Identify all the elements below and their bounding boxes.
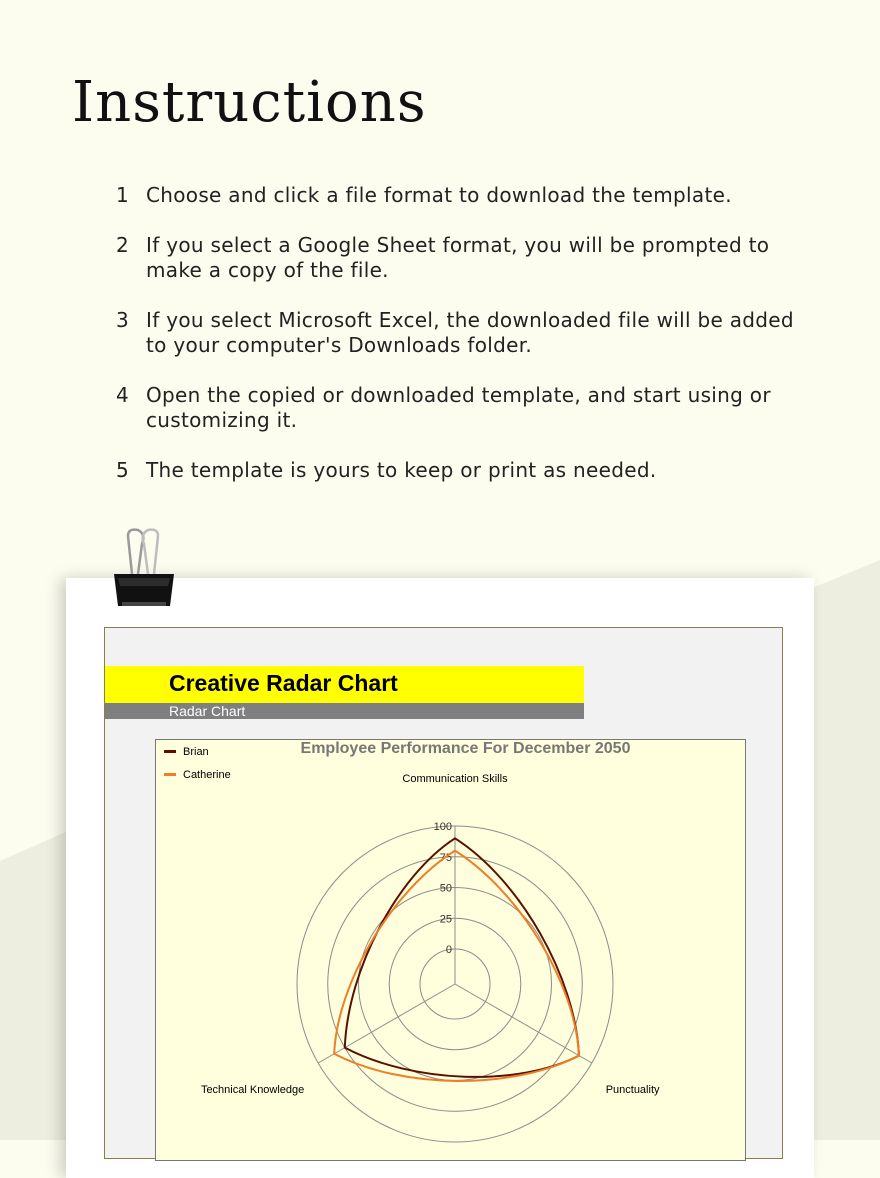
step-text: Open the copied or downloaded template, and start using or customizing it.: [146, 383, 771, 432]
step-text: If you select a Google Sheet format, you will be prompted to make a copy of the file.: [146, 233, 770, 282]
step-text: The template is yours to keep or print as needed.: [146, 458, 657, 482]
r-tick-label: 50: [439, 882, 452, 895]
chart-banner: [105, 666, 584, 703]
step-number: 1: [116, 183, 130, 207]
instruction-step: [116, 383, 816, 433]
step-number: 3: [116, 308, 130, 332]
r-tick-label: 100: [433, 821, 452, 833]
axis-label: Punctuality: [605, 1084, 660, 1096]
step-number: 4: [116, 383, 130, 407]
banner-subtitle: Radar Chart: [169, 703, 246, 719]
r-tick-label: 75: [439, 851, 452, 864]
instruction-step: [116, 233, 816, 283]
series-line-brian: [345, 838, 579, 1077]
instruction-step: [116, 183, 816, 208]
banner-title: Creative Radar Chart: [169, 670, 398, 696]
axis-label: Technical Knowledge: [200, 1084, 305, 1096]
background-shape-right: [810, 560, 880, 1140]
step-text: Choose and click a file format to download the template.: [146, 183, 732, 207]
binder-clip-icon: [108, 526, 180, 612]
radar-plot: [156, 740, 745, 1160]
axis-spoke: [455, 984, 592, 1063]
step-number: 5: [116, 458, 130, 482]
background-shape-left: [0, 830, 70, 1140]
r-tick-label: 25: [439, 913, 452, 926]
series-line-catherine: [334, 851, 579, 1081]
legend-label: Brian: [183, 745, 209, 758]
r-tick-label: 0: [445, 944, 452, 956]
step-text: If you select Microsoft Excel, the downloaded file will be added to your computer's Downloads folder.: [146, 308, 794, 357]
page-title: Instructions: [72, 70, 427, 135]
radar-chart: [155, 739, 746, 1161]
chart-subtitle-bar: [105, 703, 584, 719]
instruction-step: [116, 458, 816, 483]
axis-label: Communication Skills: [402, 773, 508, 785]
step-number: 2: [116, 233, 130, 257]
instruction-list: [116, 183, 816, 508]
chart-title: Employee Performance For December 2050: [300, 740, 631, 757]
instruction-step: [116, 308, 816, 358]
legend-label: Catherine: [183, 768, 231, 781]
